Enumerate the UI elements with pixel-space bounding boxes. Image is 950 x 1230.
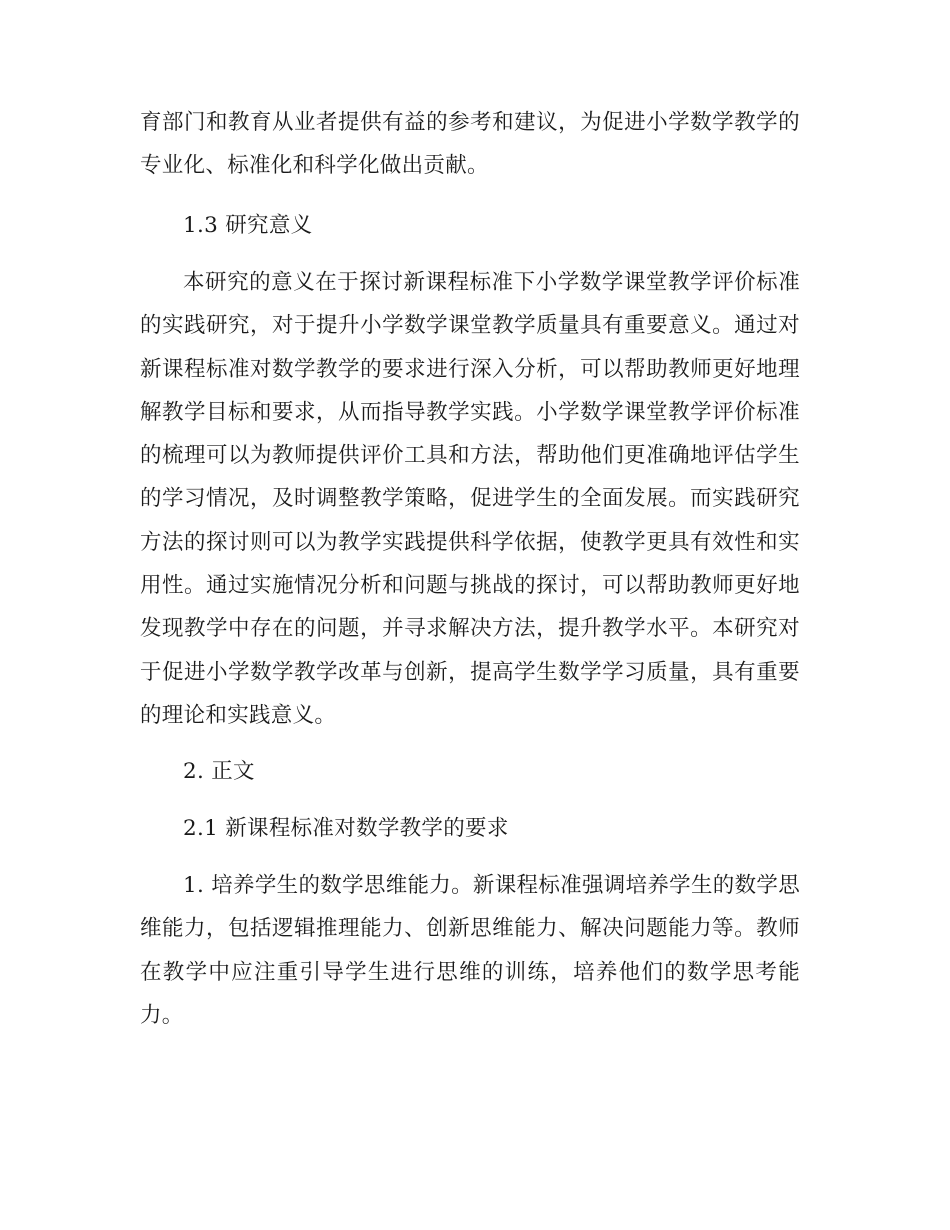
research-significance-paragraph: 本研究的意义在于探讨新课程标准下小学数学课堂教学评价标准的实践研究，对于提升小学数学课堂教学质量具有重要意义。通过对新课程标准对数学教学的要求进行深入分析，可以帮助教师更好地理解教学目标和要求，从而指导教学实践。小学数学课堂教学评价标准的梳理可以为教师提供评价工具和方法，帮助他们更准确地评估学生的学习情况，及时调整教学策略，促进学生的全面发展。而实践研究方法的探讨则可以为教学实践提供科学依据，使教学更具有效性和实用性。通过实施情况分析和问题与挑战的探讨，可以帮助教师更好地发现教学中存在的问题，并寻求解决方法，提升教学水平。本研究对于促进小学数学教学改革与创新，提高学生数学学习质量，具有重要的理论和实践意义。 bbox=[140, 270, 800, 728]
section-1-3-heading: 1.3 研究意义 bbox=[183, 213, 313, 238]
section-2-heading: 2. 正文 bbox=[183, 759, 255, 784]
section-2-1-heading: 2.1 新课程标准对数学教学的要求 bbox=[183, 816, 509, 841]
requirement-item-1-paragraph: 1. 培养学生的数学思维能力。新课程标准强调培养学生的数学思维能力，包括逻辑推理能力、创新思维能力、解决问题能力等。教师在教学中应注重引导学生进行思维的训练，培养他们的数学思考能力。 bbox=[140, 873, 800, 1028]
intro-continuation-paragraph: 育部门和教育从业者提供有益的参考和建议，为促进小学数学教学的专业化、标准化和科学化做出贡献。 bbox=[140, 110, 800, 179]
